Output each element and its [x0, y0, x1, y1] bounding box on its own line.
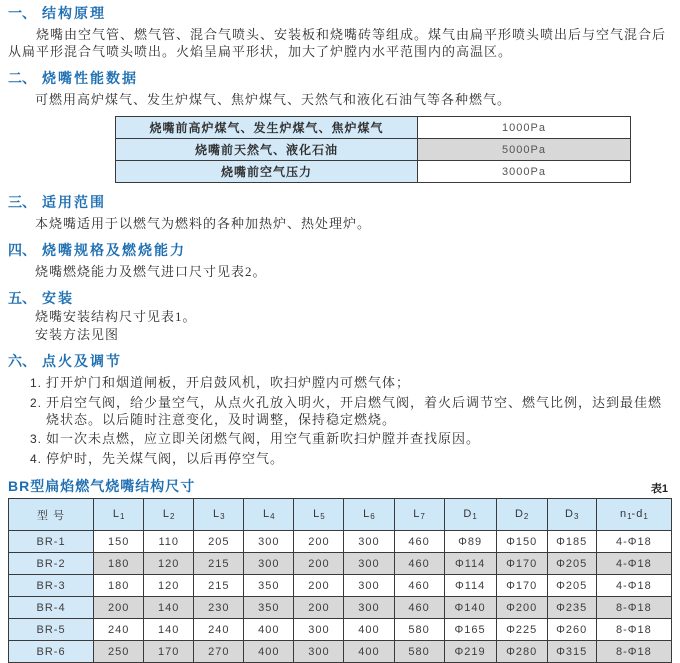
dimension-table: [8, 498, 672, 663]
dim-header-cell: $L_7$: [394, 499, 444, 531]
dim-value-cell: 215: [194, 575, 244, 597]
dim-value-cell: 140: [144, 619, 194, 641]
pressure-table-row: [116, 139, 631, 161]
list-item-number: 4.: [30, 452, 43, 466]
dim-value-cell: Φ225: [496, 619, 547, 641]
dim-table-body: [9, 531, 672, 663]
dim-value-cell: 120: [144, 575, 194, 597]
dim-value-cell: Φ114: [444, 575, 496, 597]
dim-value-cell: 460: [394, 553, 444, 575]
list-item-text: 开启空气阀，给少量空气，从点火孔放入明火，开启燃气阀，着火后调节空、燃气比例，达到最佳燃烧状态。以后随时注意变化，及时调整，保持稳定燃烧。: [46, 395, 663, 427]
dim-value-cell: 150: [94, 531, 144, 553]
dimension-table-title-row: [8, 476, 672, 496]
pressure-row-value: 5000Pa: [418, 139, 631, 161]
dim-value-cell: 400: [244, 641, 294, 663]
dim-value-cell: 8-Φ18: [596, 641, 671, 663]
dim-value-cell: 240: [94, 619, 144, 641]
pressure-table-body: [116, 117, 631, 183]
section-5-line-2: 安装方法见图: [35, 327, 120, 342]
dim-value-cell: Φ170: [496, 553, 547, 575]
dim-value-cell: 300: [344, 553, 394, 575]
dim-value-cell: 110: [144, 531, 194, 553]
dim-value-cell: 300: [244, 553, 294, 575]
section-6-number: 六、: [8, 353, 36, 369]
pressure-table-row: [116, 117, 631, 139]
list-item-number: 2.: [30, 396, 43, 410]
dim-value-cell: 270: [194, 641, 244, 663]
dim-value-cell: Φ205: [547, 553, 596, 575]
dim-header-cell: $D_1$: [444, 499, 496, 531]
dim-value-cell: 200: [294, 575, 344, 597]
dim-value-cell: Φ89: [444, 531, 496, 553]
dim-value-cell: 180: [94, 553, 144, 575]
dim-value-cell: 250: [94, 641, 144, 663]
pressure-table-row: [116, 161, 631, 183]
dim-value-cell: Φ235: [547, 597, 596, 619]
dim-value-cell: 215: [194, 553, 244, 575]
dim-value-cell: 8-Φ18: [596, 619, 671, 641]
section-5-title: 安装: [42, 290, 74, 306]
dim-header-cell: $L_2$: [144, 499, 194, 531]
dim-value-cell: 350: [244, 575, 294, 597]
dim-value-cell: 230: [194, 597, 244, 619]
section-structure-principle: [8, 4, 672, 60]
dim-value-cell: Φ315: [547, 641, 596, 663]
section-3-number: 三、: [8, 194, 36, 210]
section-4-body: 烧嘴燃烧能力及燃气进口尺寸见表2。: [35, 264, 267, 279]
dim-value-cell: Φ205: [547, 575, 596, 597]
list-item-text: 打开炉门和烟道闸板，开启鼓风机，吹扫炉膛内可燃气体；: [46, 375, 411, 390]
dim-header-cell: $L_5$: [294, 499, 344, 531]
dim-value-cell: Φ280: [496, 641, 547, 663]
dim-header-cell: $L_4$: [244, 499, 294, 531]
section-1-heading: [8, 4, 672, 22]
section-6-heading: [8, 352, 672, 370]
section-1-number: 一、: [8, 5, 36, 21]
dim-value-cell: 200: [294, 553, 344, 575]
ignition-steps-list: [8, 374, 672, 468]
dim-value-cell: Φ140: [444, 597, 496, 619]
dim-value-cell: 400: [344, 619, 394, 641]
dim-value-cell: 200: [294, 597, 344, 619]
dim-value-cell: Φ200: [496, 597, 547, 619]
dim-value-cell: 120: [144, 553, 194, 575]
dim-value-cell: 200: [294, 531, 344, 553]
dim-table-row: [9, 619, 672, 641]
dim-header-cell: $n_1-d_1$: [596, 499, 671, 531]
dim-table-row: [9, 531, 672, 553]
dim-model-cell: BR-3: [9, 575, 94, 597]
pressure-row-value: 1000Pa: [418, 117, 631, 139]
dim-value-cell: 580: [394, 641, 444, 663]
dim-value-cell: 4-Φ18: [596, 531, 671, 553]
pressure-row-label: 烧嘴前空气压力: [116, 161, 418, 183]
dim-value-cell: 200: [94, 597, 144, 619]
dim-model-cell: BR-4: [9, 597, 94, 619]
section-2-heading: [8, 69, 672, 87]
section-ignition-adjustment: [8, 352, 672, 468]
dim-value-cell: 300: [344, 597, 394, 619]
list-item: [30, 430, 672, 448]
section-2-body: 可燃用高炉煤气、发生炉煤气、焦炉煤气、天然气和液化石油气等各种燃气。: [35, 92, 512, 107]
dim-value-cell: 240: [194, 619, 244, 641]
dim-value-cell: 170: [144, 641, 194, 663]
section-6-title: 点火及调节: [42, 353, 122, 369]
table-number-label: 表1: [650, 483, 668, 495]
list-item: [30, 450, 672, 468]
list-item-number: 1.: [30, 376, 43, 390]
dim-value-cell: Φ114: [444, 553, 496, 575]
list-item: [30, 374, 672, 392]
dim-value-cell: 580: [394, 619, 444, 641]
dim-value-cell: Φ170: [496, 575, 547, 597]
dim-table-row: [9, 553, 672, 575]
dim-value-cell: Φ260: [547, 619, 596, 641]
section-1-title: 结构原理: [42, 5, 106, 21]
section-5-line-1: 烧嘴安装结构尺寸见表1。: [35, 309, 197, 324]
section-3-title: 适用范围: [42, 194, 106, 210]
section-3-heading: [8, 193, 672, 211]
list-item-number: 3.: [30, 432, 43, 446]
dim-value-cell: 460: [394, 575, 444, 597]
dim-value-cell: 8-Φ18: [596, 597, 671, 619]
dim-model-cell: BR-6: [9, 641, 94, 663]
dim-value-cell: 460: [394, 531, 444, 553]
section-1-body: 烧嘴由空气管、燃气管、混合气喷头、安装板和烧嘴砖等组成。煤气由扁平形喷头喷出后与空气混合后从扁平形混合气喷头喷出。火焰呈扁平形状，加大了炉膛内水平范围内的高温区。: [8, 27, 667, 59]
section-2-number: 二、: [8, 70, 36, 86]
pressure-table: [115, 116, 631, 183]
section-5-heading: [8, 289, 672, 307]
dim-value-cell: 300: [244, 531, 294, 553]
dim-value-cell: Φ165: [444, 619, 496, 641]
dim-value-cell: 4-Φ18: [596, 553, 671, 575]
dim-value-cell: 300: [344, 531, 394, 553]
dim-value-cell: 300: [294, 641, 344, 663]
dim-header-cell: $L_6$: [344, 499, 394, 531]
dim-value-cell: Φ219: [444, 641, 496, 663]
section-4-title: 烧嘴规格及燃烧能力: [42, 242, 186, 258]
dim-model-cell: BR-2: [9, 553, 94, 575]
section-3-body: 本烧嘴适用于以燃气为燃料的各种加热炉、热处理炉。: [35, 216, 372, 231]
dimension-table-title: BR型扁焰燃气烧嘴结构尺寸: [8, 478, 196, 494]
dim-model-cell: BR-5: [9, 619, 94, 641]
dim-table-row: [9, 575, 672, 597]
section-4-heading: [8, 241, 672, 259]
section-application-range: [8, 193, 672, 232]
dim-value-cell: 300: [344, 575, 394, 597]
pressure-row-value: 3000Pa: [418, 161, 631, 183]
dim-value-cell: 350: [244, 597, 294, 619]
list-item-text: 如一次未点燃，应立即关闭燃气阀，用空气重新吹扫炉膛并查找原因。: [46, 431, 481, 446]
dim-header-cell: $L_3$: [194, 499, 244, 531]
dim-value-cell: 140: [144, 597, 194, 619]
dim-value-cell: 4-Φ18: [596, 575, 671, 597]
dim-table-row: [9, 597, 672, 619]
dim-value-cell: 400: [244, 619, 294, 641]
section-installation: [8, 289, 672, 343]
dim-value-cell: 300: [294, 619, 344, 641]
dim-value-cell: 180: [94, 575, 144, 597]
dim-table-row: [9, 641, 672, 663]
section-4-number: 四、: [8, 242, 36, 258]
dim-header-cell: $D_2$: [496, 499, 547, 531]
dim-header-cell: $L_1$: [94, 499, 144, 531]
dim-value-cell: 205: [194, 531, 244, 553]
dim-header-cell: 型 号: [9, 499, 94, 531]
dim-header-cell: $D_3$: [547, 499, 596, 531]
dim-model-cell: BR-1: [9, 531, 94, 553]
dim-table-header-row: [9, 499, 672, 531]
list-item: [30, 394, 672, 428]
list-item-text: 停炉时，先关煤气阀，以后再停空气。: [46, 451, 285, 466]
section-5-number: 五、: [8, 290, 36, 306]
pressure-row-label: 烧嘴前高炉煤气、发生炉煤气、焦炉煤气: [116, 117, 418, 139]
dim-value-cell: Φ185: [547, 531, 596, 553]
section-spec-capacity: [8, 241, 672, 280]
section-performance-data: [8, 69, 672, 183]
dim-value-cell: 400: [344, 641, 394, 663]
pressure-row-label: 烧嘴前天然气、液化石油: [116, 139, 418, 161]
dim-value-cell: 460: [394, 597, 444, 619]
section-2-title: 烧嘴性能数据: [42, 70, 138, 86]
dim-value-cell: Φ150: [496, 531, 547, 553]
